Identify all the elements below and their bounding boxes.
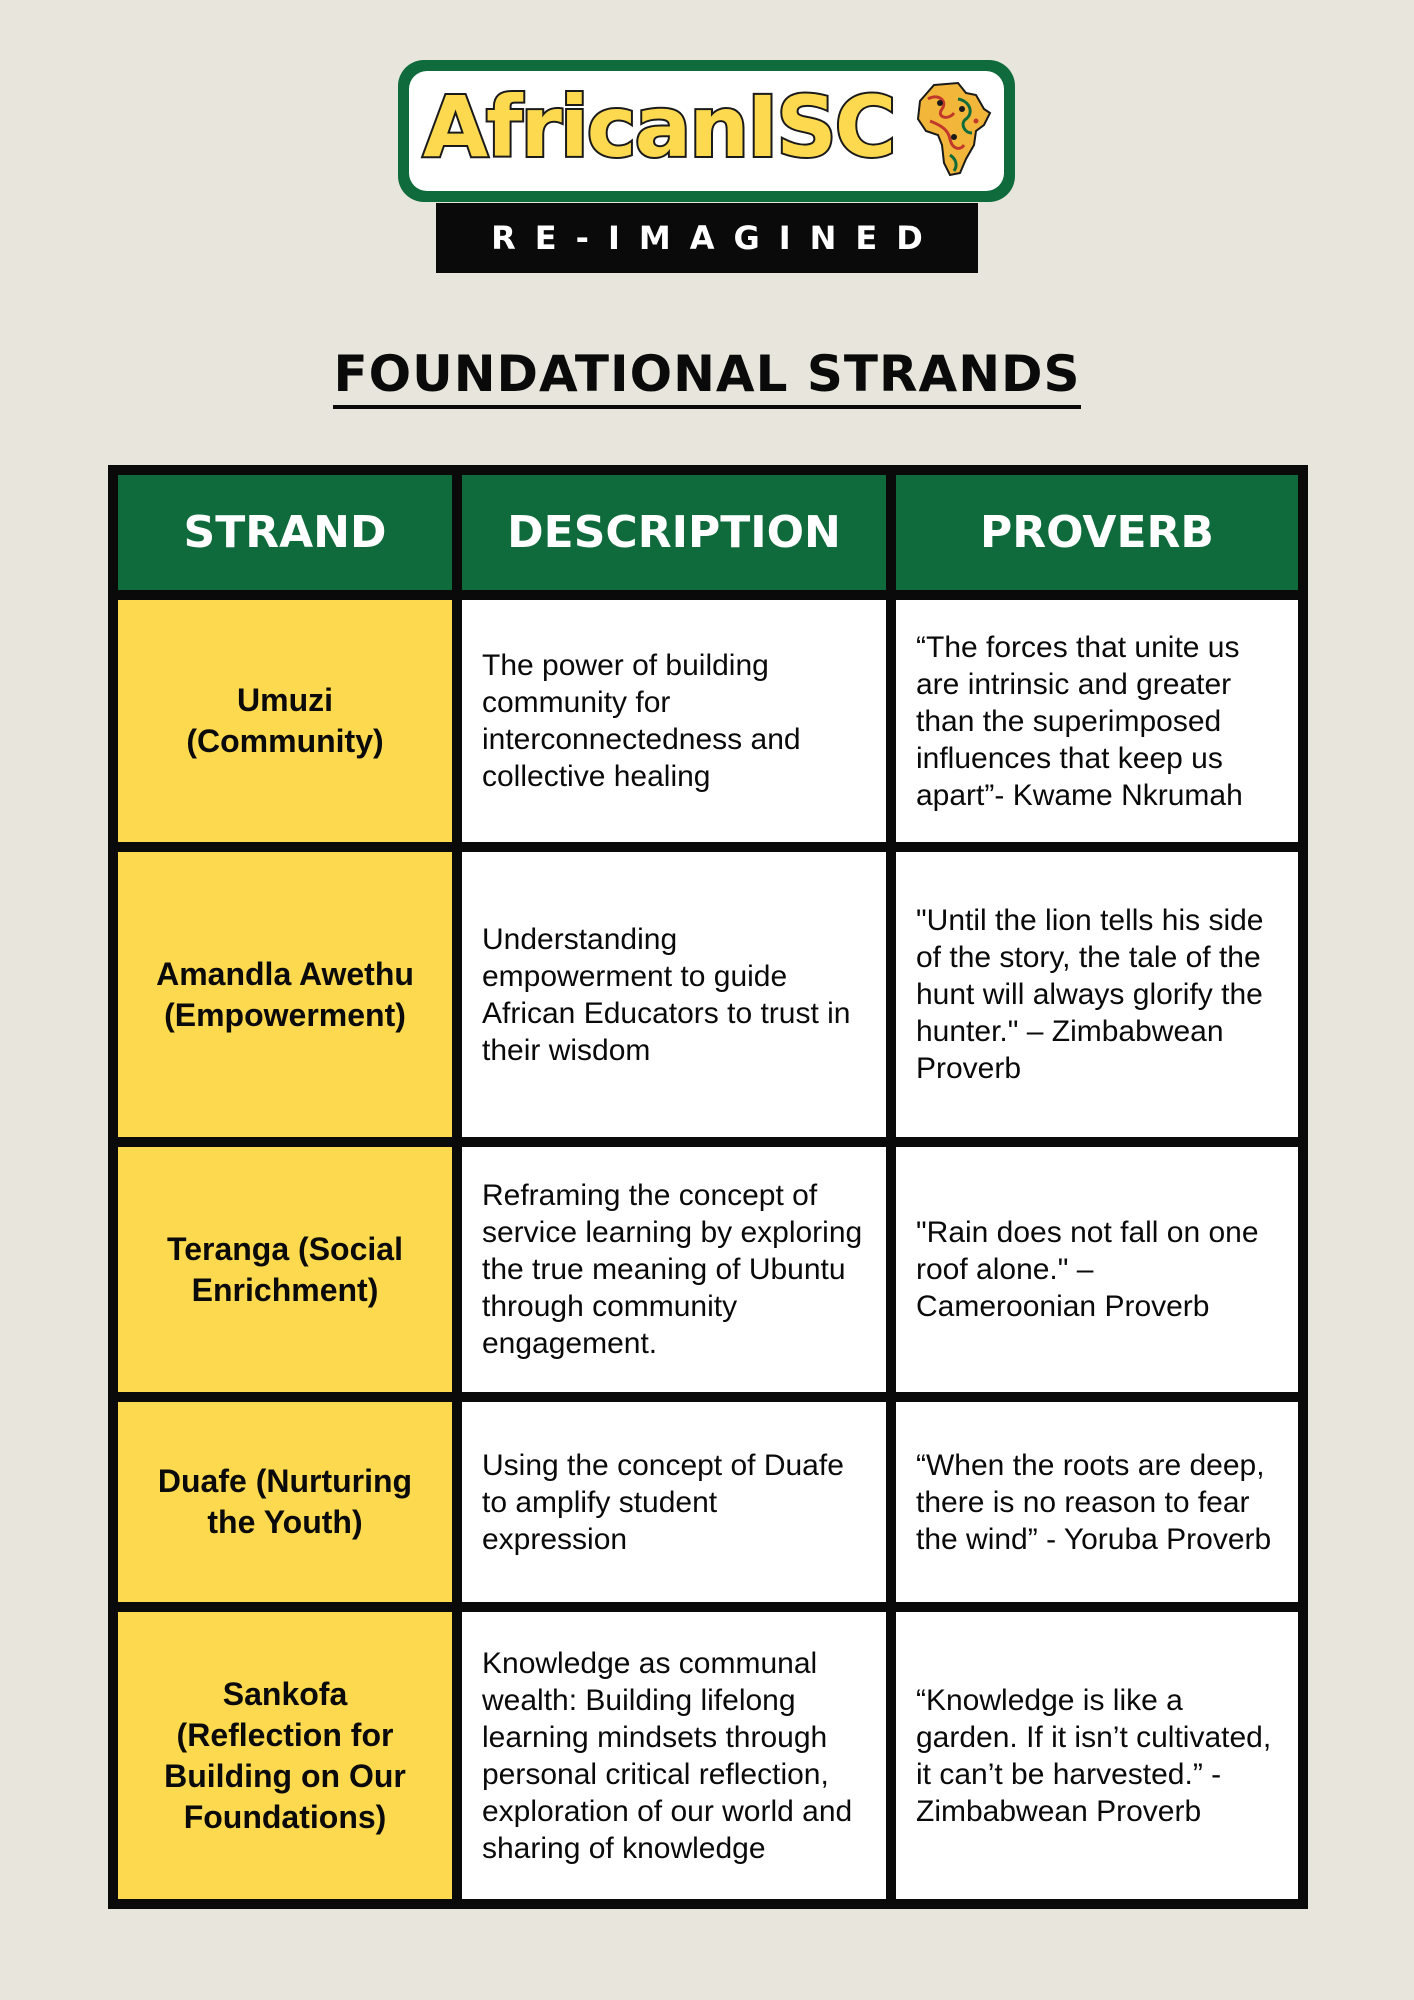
strands-table bbox=[108, 465, 1308, 1909]
strand-proverb: "Until the lion tells his side of the story, the tale of the hunt will always glorify the hunter." – Zimbabwean Proverb bbox=[896, 852, 1298, 1137]
column-header-proverb: PROVERB bbox=[896, 475, 1298, 590]
strand-name: Amandla Awethu (Empowerment) bbox=[118, 852, 452, 1137]
strand-proverb: "Rain does not fall on one roof alone." – Cameroonian Proverb bbox=[896, 1147, 1298, 1392]
page-title bbox=[0, 345, 1414, 403]
strand-name: Sankofa (Reflection for Building on Our Foundations) bbox=[118, 1612, 452, 1899]
strand-description: Knowledge as communal wealth: Building lifelong learning mindsets through personal critical reflection, exploration of our world and sharing of knowledge bbox=[462, 1612, 886, 1899]
strand-description: The power of building community for interconnectedness and collective healing bbox=[462, 600, 886, 842]
brand-logo bbox=[398, 60, 1015, 202]
strand-name: Duafe (Nurturing the Youth) bbox=[118, 1402, 452, 1602]
logo-badge bbox=[409, 71, 1004, 191]
strand-name: Teranga (Social Enrichment) bbox=[118, 1147, 452, 1392]
column-header-strand: STRAND bbox=[118, 475, 452, 590]
strand-description: Reframing the concept of service learning by exploring the true meaning of Ubuntu through community engagement. bbox=[462, 1147, 886, 1392]
africa-map-icon bbox=[914, 79, 994, 179]
page-title-text: FOUNDATIONAL STRANDS bbox=[333, 345, 1080, 409]
column-header-description: DESCRIPTION bbox=[462, 475, 886, 590]
strand-proverb: “When the roots are deep, there is no reason to fear the wind” - Yoruba Proverb bbox=[896, 1402, 1298, 1602]
strand-proverb: “The forces that unite us are intrinsic and greater than the superimposed influences that keep us apart”- Kwame Nkrumah bbox=[896, 600, 1298, 842]
strand-name: Umuzi (Community) bbox=[118, 600, 452, 842]
strand-description: Understanding empowerment to guide African Educators to trust in their wisdom bbox=[462, 852, 886, 1137]
strand-proverb: “Knowledge is like a garden. If it isn’t cultivated, it can’t be harvested.” - Zimbabwean Proverb bbox=[896, 1612, 1298, 1899]
logo-text: AfricanISC bbox=[423, 78, 895, 176]
strand-description: Using the concept of Duafe to amplify student expression bbox=[462, 1402, 886, 1602]
logo-tagline: RE-IMAGINED bbox=[436, 203, 978, 273]
